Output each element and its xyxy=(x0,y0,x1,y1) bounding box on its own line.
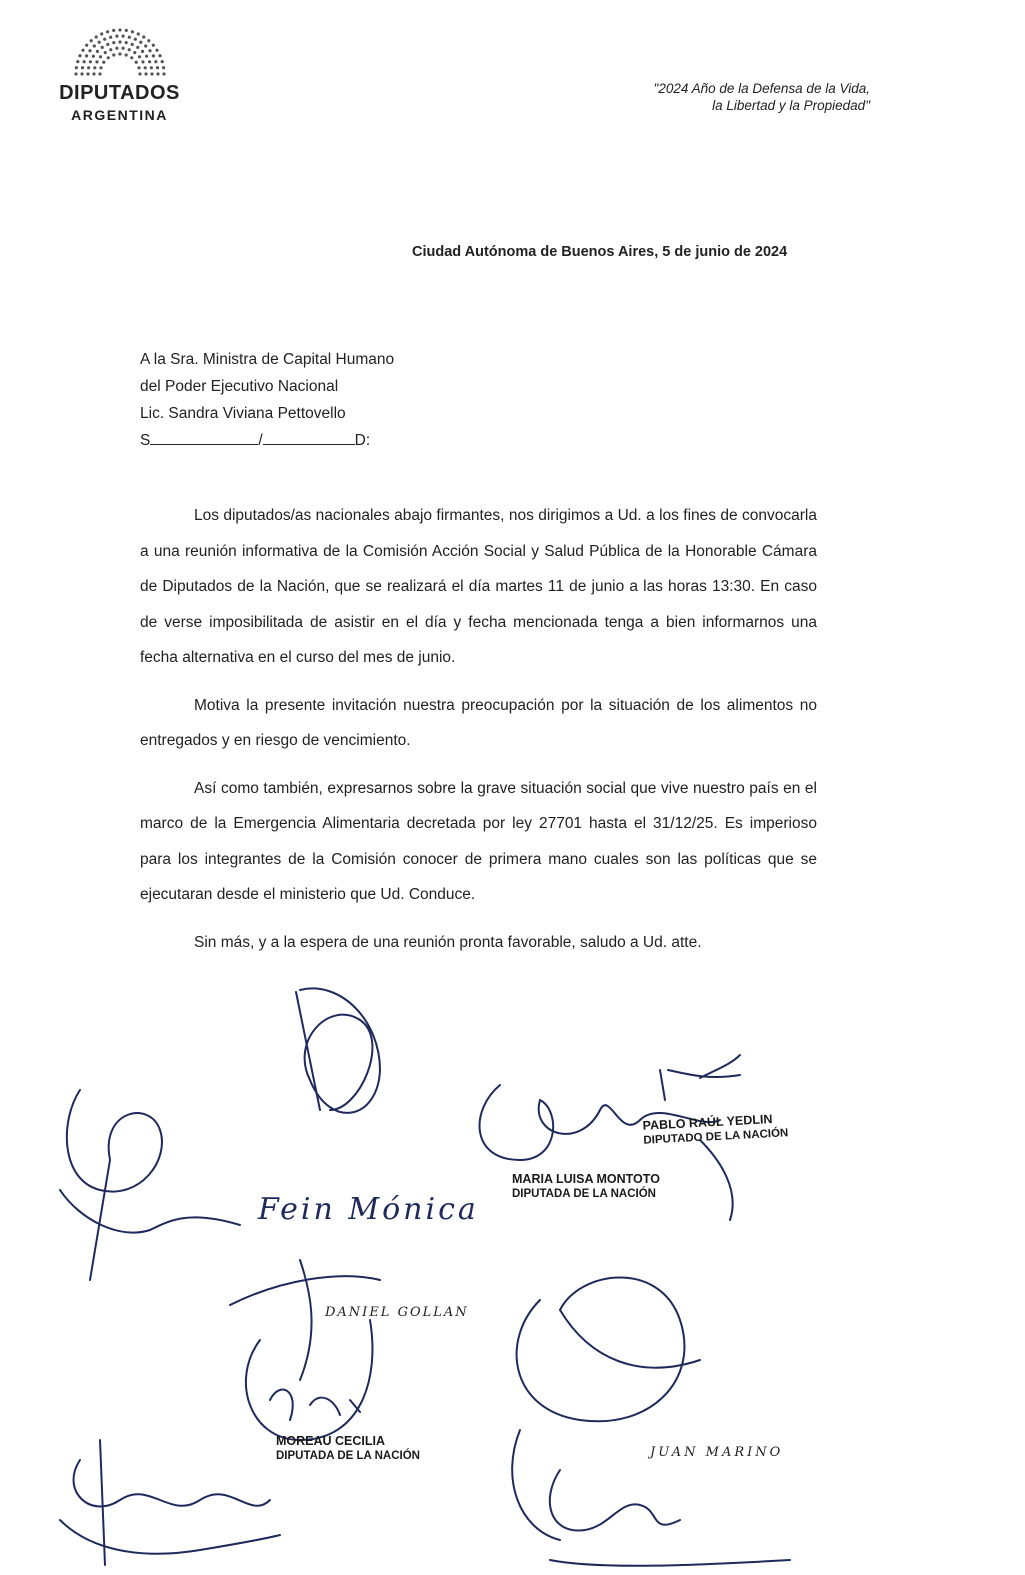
year-motto xyxy=(654,80,870,114)
stamp-montoto-name: MARIA LUISA MONTOTO xyxy=(512,1172,660,1186)
stamp-moreau-title: DIPUTADA DE LA NACIÓN xyxy=(276,1450,420,1462)
chamber-logo xyxy=(52,28,187,123)
hemicycle-icon xyxy=(68,28,172,76)
signature-bottom-right xyxy=(550,1470,790,1566)
sd-s: S xyxy=(140,432,151,449)
recipient-line-3: Lic. Sandra Viviana Pettovello xyxy=(140,405,346,422)
stamp-yedlin-title: DIPUTADO DE LA NACIÓN xyxy=(643,1127,789,1147)
recipient-line-2: del Poder Ejecutivo Nacional xyxy=(140,378,339,395)
letter-body xyxy=(140,498,817,960)
signature-yedlin xyxy=(660,1055,740,1100)
handwritten-signatures xyxy=(0,960,1025,1575)
motto-line-2: la Libertad y la Propiedad" xyxy=(712,98,870,113)
signature-loop-top-2 xyxy=(296,992,320,1110)
signatures-area xyxy=(0,960,1025,1575)
handwritten-gollan: DANIEL GOLLAN xyxy=(325,1305,469,1320)
sd-d: D: xyxy=(354,432,371,449)
signature-moreau xyxy=(270,1390,360,1420)
sd-slash: / xyxy=(258,432,263,449)
signature-oval-right xyxy=(517,1278,700,1422)
stamp-moreau-name: MOREAU CECILIA xyxy=(276,1434,386,1448)
stamp-moreau xyxy=(276,1434,420,1464)
body-paragraph-2: Motiva la presente invitación nuestra preocupación por la situación de los alimentos no entregados y en riesgo de vencimiento. xyxy=(140,696,817,749)
stamp-montoto-title: DIPUTADA DE LA NACIÓN xyxy=(512,1188,656,1200)
body-paragraph-3: Así como también, expresarnos sobre la grave situación social que vive nuestro país en el marco de la Emergencia Alimentaria decretada por ley 27701 hasta el 31/12/25. Es imperioso para los integrantes de la Comisión conocer de primera mano cuales son las políticas que se ejecutaran desde el ministerio que Ud. Conduce. xyxy=(140,779,817,903)
signature-fein-2 xyxy=(60,1190,240,1233)
handwritten-marino: JUAN MARINO xyxy=(650,1445,784,1460)
signature-gollan xyxy=(230,1260,380,1380)
signature-loop-top xyxy=(300,988,380,1112)
signature-fein xyxy=(67,1090,162,1280)
stamp-yedlin-name: PABLO RAÚL YEDLIN xyxy=(642,1112,773,1133)
motto-line-1: "2024 Año de la Defensa de la Vida, xyxy=(653,81,870,96)
sd-blank-1 xyxy=(150,430,258,445)
salutation-sd xyxy=(140,427,394,454)
body-paragraph-1: Los diputados/as nacionales abajo firmantes, nos dirigimos a Ud. a los fines de convocarla a una reunión informativa de la Comisión Acción Social y Salud Pública de la Honorable Cámara de Diputados de la Nación, que se realizará el día martes 11 de junio a las horas 13:30. En caso de verse imposibilitada de asistir en el día y fecha mencionada tenga a bien informarnos una fecha alternativa en el curso del mes de junio. xyxy=(140,507,817,666)
place-date: Ciudad Autónoma de Buenos Aires, 5 de junio de 2024 xyxy=(412,244,788,260)
signature-gaillard xyxy=(60,1460,280,1554)
recipient-block xyxy=(140,346,394,454)
sd-blank-2 xyxy=(263,430,355,445)
recipient-line-1: A la Sra. Ministra de Capital Humano xyxy=(140,351,395,368)
logo-title: DIPUTADOS xyxy=(59,82,180,104)
signature-gollan-loop xyxy=(246,1320,373,1440)
handwritten-fein: Fein Mónica xyxy=(258,1192,479,1227)
body-paragraph-4: Sin más, y a la espera de una reunión pronta favorable, saludo a Ud. atte. xyxy=(194,933,702,951)
logo-subtitle: ARGENTINA xyxy=(71,107,168,123)
stamp-montoto xyxy=(512,1172,660,1202)
